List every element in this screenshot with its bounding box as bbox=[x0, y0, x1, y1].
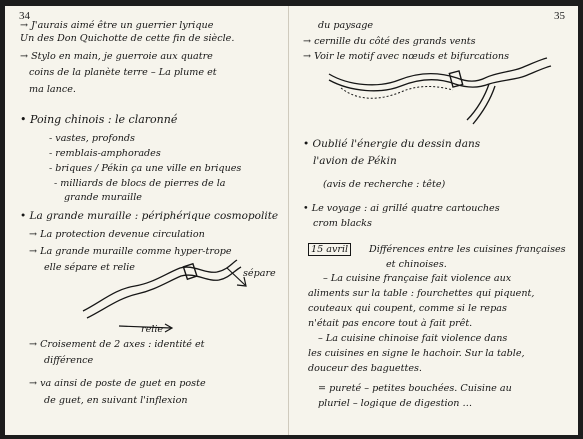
note-line: – La cuisine chinoise fait violence dans bbox=[318, 333, 508, 344]
note-line: → Voir le motif avec nœuds et bifurcations bbox=[303, 51, 510, 62]
note-line: (avis de recherche : tête) bbox=[323, 179, 446, 190]
notebook-page-left bbox=[5, 6, 289, 435]
note-line: → cernille du côté des grands vents bbox=[303, 36, 476, 47]
note-line: les cuisines en signe le hachoir. Sur la table, bbox=[308, 348, 525, 359]
note-line: pluriel – logique de digestion … bbox=[318, 398, 473, 409]
note-line: → Stylo en main, je guerroie aux quatre bbox=[20, 51, 213, 62]
note-line: de guet, en suivant l'inflexion bbox=[44, 395, 188, 406]
note-line: grande muraille bbox=[64, 192, 142, 203]
note-line: - milliards de blocs de pierres de la bbox=[54, 178, 226, 189]
section-heading: • La grande muraille : périphérique cosmopolite bbox=[20, 210, 279, 222]
note-line: – La cuisine française fait violence aux bbox=[323, 273, 512, 284]
note-line: elle sépare et relie bbox=[44, 262, 135, 273]
sketch-label-separe: sépare bbox=[243, 268, 276, 279]
section-heading: • Oublié l'énergie du dessin dans bbox=[303, 138, 481, 150]
note-line: du paysage bbox=[318, 20, 374, 31]
note-line: → Croisement de 2 axes : identité et bbox=[29, 339, 205, 350]
note-line: - vastes, profonds bbox=[49, 133, 135, 144]
sketch-label-relie: relie bbox=[141, 324, 164, 335]
note-line: ma lance. bbox=[29, 84, 76, 95]
page-number: 35 bbox=[554, 10, 565, 22]
note-line: Un des Don Quichotte de cette fin de siècle. bbox=[20, 33, 235, 44]
note-line: n'était pas encore tout à fait prêt. bbox=[308, 318, 473, 329]
page-number: 34 bbox=[19, 10, 30, 22]
note-line: → va ainsi de poste de guet en poste bbox=[29, 378, 206, 389]
note-line: → J'aurais aimé être un guerrier lyrique bbox=[20, 20, 214, 31]
great-wall-sketch bbox=[5, 6, 288, 435]
note-line: = pureté – petites bouchées. Cuisine au bbox=[318, 383, 512, 394]
note-line: crom blacks bbox=[313, 218, 372, 229]
note-line: douceur des baguettes. bbox=[308, 363, 422, 374]
section-heading: • Le voyage : ai grillé quatre cartouches bbox=[303, 203, 500, 214]
note-line: - briques / Pékin ça une ville en briques bbox=[49, 163, 242, 174]
notebook-page-right bbox=[289, 6, 578, 435]
note-line: aliments sur la table : fourchettes qui piquent, bbox=[308, 288, 535, 299]
section-heading: Différences entre les cuisines françaises bbox=[369, 244, 566, 255]
date-box: 15 avril bbox=[308, 243, 351, 256]
section-heading: • Poing chinois : le claronné bbox=[20, 113, 178, 126]
note-line: → La grande muraille comme hyper-trope bbox=[29, 246, 232, 257]
note-line: - remblais-amphorades bbox=[49, 148, 161, 159]
note-line: différence bbox=[44, 355, 94, 366]
note-line: coins de la planète terre – La plume et bbox=[29, 67, 217, 78]
note-line: → La protection devenue circulation bbox=[29, 229, 205, 240]
note-line: l'avion de Pékin bbox=[313, 155, 397, 167]
note-line: et chinoises. bbox=[386, 259, 447, 270]
note-line: couteaux qui coupent, comme si le repas bbox=[308, 303, 507, 314]
